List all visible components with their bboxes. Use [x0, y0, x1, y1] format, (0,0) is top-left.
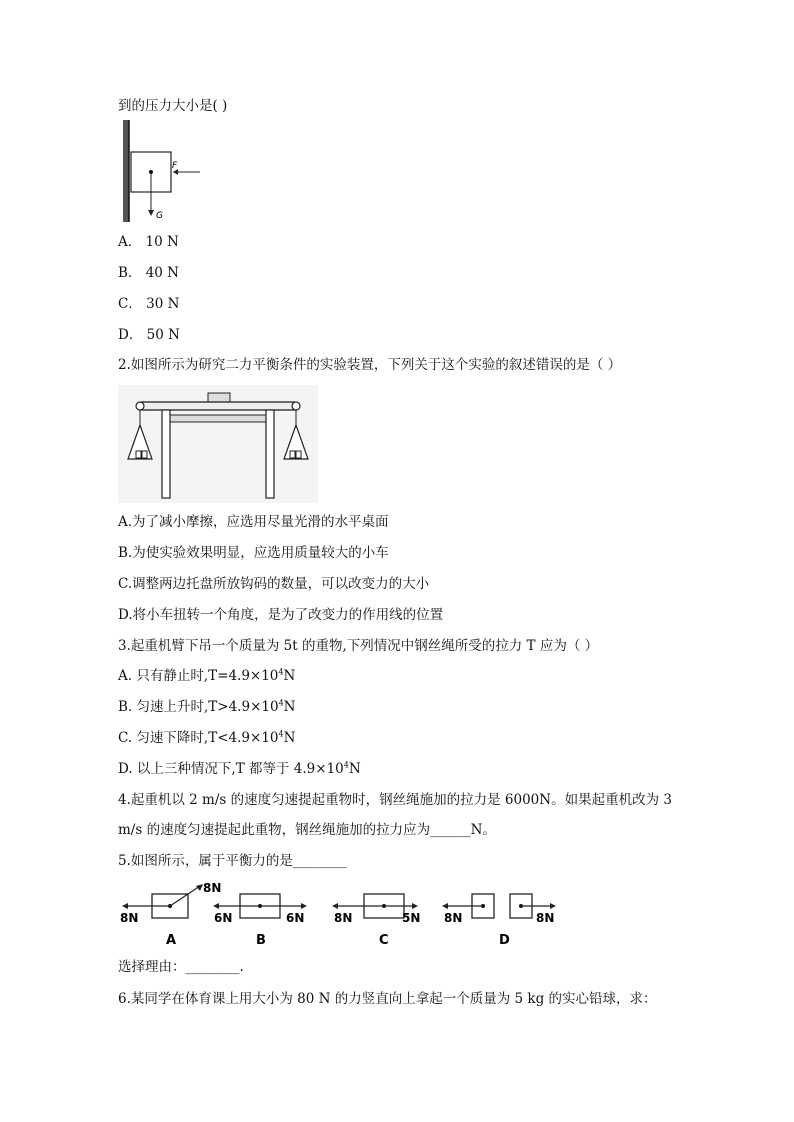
- q5c-label: C: [379, 933, 389, 948]
- gravity-g-label: G: [156, 211, 163, 221]
- q5-panel-b: [213, 894, 307, 948]
- q1-option-c: C． 30 N: [118, 296, 180, 312]
- q5c-left-force: 8N: [334, 911, 353, 925]
- q1-option-d: D． 50 N: [118, 327, 180, 343]
- table-leg-right: [266, 410, 274, 498]
- q2-option-b: B.为使实验效果明显，应选用质量较大的小车: [118, 545, 389, 561]
- q5-stem: 5.如图所示，属于平衡力的是________: [118, 853, 347, 869]
- q5-figure-force-pairs: [118, 878, 568, 950]
- cart: [208, 393, 230, 402]
- q1-figure-wall-block: [118, 118, 210, 224]
- q5-reason: 选择理由：________.: [118, 959, 244, 975]
- q1-option-b: B． 40 N: [118, 265, 179, 281]
- q1-stem-tail: 到的压力大小是( ): [118, 98, 228, 114]
- q2-option-c: C.调整两边托盘所放钩码的数量，可以改变力的大小: [118, 576, 430, 592]
- q6-stem: 6.某同学在体育课上用大小为 80 N 的力竖直向上拿起一个质量为 5 kg 的实心铅球，求：: [118, 991, 657, 1007]
- q2-stem: 2.如图所示为研究二力平衡条件的实验装置，下列关于这个实验的叙述错误的是（ ）: [118, 357, 622, 373]
- q5a-label: A: [166, 933, 177, 948]
- q5-panel-d: [442, 894, 556, 948]
- q4-line2: m/s 的速度匀速提起此重物，钢丝绳施加的拉力应为______N。: [118, 822, 496, 838]
- q3-option-a: A. 只有静止时$,T=4.9\times 10^4N$: [118, 667, 296, 684]
- q5b-label: B: [256, 933, 266, 948]
- center-dot: [149, 170, 153, 174]
- q5d-left-force: 8N: [444, 911, 463, 925]
- q5-panel-a: [120, 881, 221, 948]
- q5d-label: D: [499, 933, 510, 948]
- q1-option-a: A． 10 N: [118, 234, 179, 250]
- pulley-right: [292, 402, 300, 410]
- q5b-right-force: 6N: [286, 911, 305, 925]
- q5a-diag-force: 8N: [203, 881, 222, 895]
- q3-option-c: C. 匀速下降时$,T<4.9\times 10^4N$: [118, 729, 296, 746]
- q3-stem: 3.起重机臂下吊一个质量为 5t 的重物,下列情况中钢丝绳所受的拉力 T 应为（ ）: [118, 638, 599, 654]
- table-top: [142, 402, 294, 410]
- q5a-left-force: 8N: [120, 911, 139, 925]
- q2-figure-table-apparatus: [118, 385, 318, 503]
- q2-option-a: A.为了减小摩擦，应选用尽量光滑的水平桌面: [118, 514, 389, 530]
- q5d-right-force: 8N: [536, 911, 555, 925]
- q2-option-d: D.将小车扭转一个角度，是为了改变力的作用线的位置: [118, 607, 444, 623]
- force-f-label: F: [172, 161, 178, 171]
- table-leg-left: [162, 410, 170, 498]
- q5b-left-force: 6N: [214, 911, 233, 925]
- q4-line1: 4.起重机以 2 m/s 的速度匀速提起重物时，钢丝绳施加的拉力是 6000N。如果起重机改为 3: [118, 792, 672, 808]
- q5-panel-c: [332, 894, 420, 948]
- q3-option-b: B. 匀速上升时$,T>4.9\times 10^4N$: [118, 698, 296, 715]
- pulley-left: [136, 402, 144, 410]
- q5c-right-force: 5N: [402, 911, 421, 925]
- q3-option-d: D. 以上三种情况下,T 都等于 $4.9\times 10^4N$: [118, 760, 361, 777]
- wall-hatching: [123, 120, 129, 222]
